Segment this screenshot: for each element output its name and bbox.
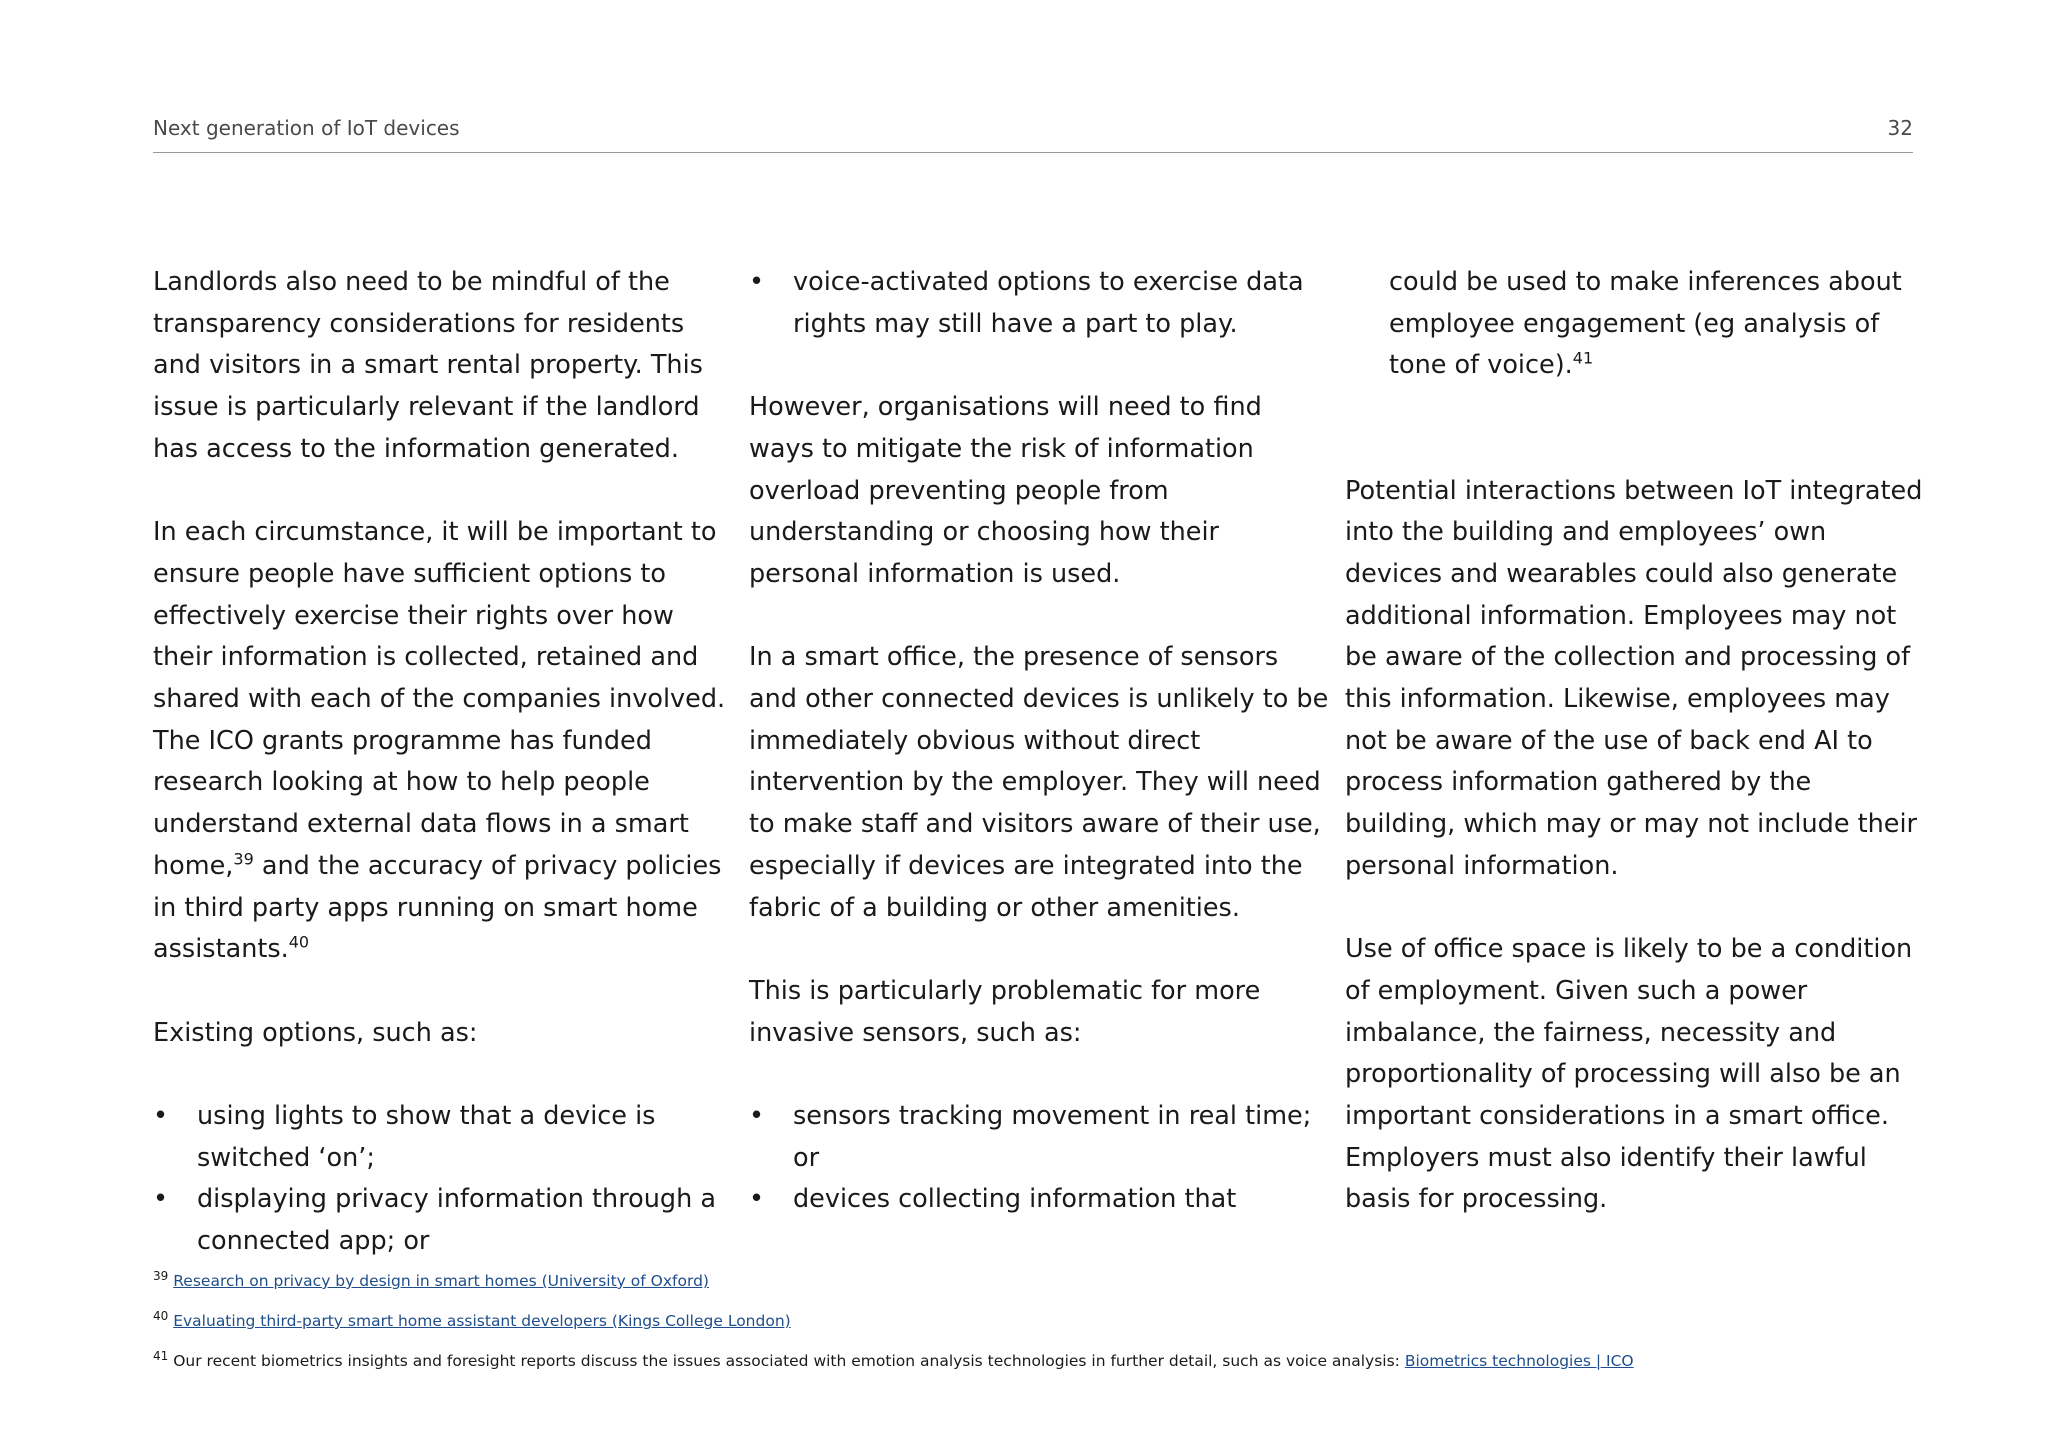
- footnote-ref-41[interactable]: 41: [1572, 348, 1594, 368]
- paragraph-landlords: Landlords also need to be mindful of the transparency considerations for residents and visitors in a smart rental property. This issue is particularly relevant if the landlord has access to the information generated.: [153, 267, 703, 464]
- footnote-40: [153, 1308, 1913, 1352]
- column-2: [749, 262, 1329, 1221]
- bullet-icon: •: [153, 1184, 169, 1215]
- invasive-sensors-list: [749, 1096, 1329, 1221]
- paragraph-potential-interactions: Potential interactions between IoT integrated into the building and employees’ own devices and wearables could also generate additional information. Employees may not be aware of the collection and processing of this information. Likewise, employees may not be aware of the use of back end AI to process information gathered by the building, which may or may not include their personal information.: [1345, 475, 1923, 881]
- bullet-icon: •: [749, 1184, 765, 1215]
- list-item-continuation: [1345, 262, 1925, 387]
- list-item: [749, 1179, 1329, 1221]
- paragraph-existing-options: Existing options, such as:: [153, 1017, 478, 1048]
- paragraph-invasive-sensors: This is particularly problematic for more invasive sensors, such as:: [749, 975, 1261, 1048]
- footnote-40-link[interactable]: Evaluating third-party smart home assistant developers (Kings College London): [173, 1312, 791, 1330]
- list-item: [749, 1096, 1329, 1179]
- footnote-41-text: Our recent biometrics insights and foresight reports discuss the issues associated with emotion analysis technologies in further detail, such as voice analysis:: [173, 1352, 1405, 1370]
- column-3: [1345, 262, 1925, 1221]
- footnote-41-link[interactable]: Biometrics technologies | ICO: [1404, 1352, 1634, 1370]
- header-title: Next generation of IoT devices: [153, 116, 460, 140]
- paragraph-office-space: Use of office space is likely to be a condition of employment. Given such a power imbalance, the fairness, necessity and proportionality of processing will also be an important considerations in a smart office. Employers must also identify their lawful basis for processing.: [1345, 934, 1913, 1215]
- footnote-41: [153, 1348, 1913, 1392]
- footnotes: [153, 1268, 1913, 1392]
- footnote-number: 40: [153, 1308, 169, 1323]
- paragraph-circumstance: [153, 512, 733, 971]
- footnote-number: 41: [153, 1348, 169, 1363]
- paragraph-circumstance-text-b: and the accuracy of privacy policies in third party apps running on smart home assistants.: [153, 850, 722, 965]
- list-item: [153, 1096, 733, 1179]
- bullet-icon: •: [153, 1101, 169, 1132]
- footnote-ref-40[interactable]: 40: [288, 932, 310, 952]
- list-item: [153, 1179, 733, 1262]
- list-item-text: using lights to show that a device is switched ‘on’;: [197, 1101, 656, 1173]
- list-item-continuation-text: could be used to make inferences about employee engagement (eg analysis of tone of voice).: [1389, 267, 1902, 381]
- bullet-icon: •: [749, 267, 765, 297]
- paragraph-information-overload: However, organisations will need to find ways to mitigate the risk of information overload preventing people from understanding or choosing how their personal information is used.: [749, 392, 1262, 589]
- footnote-39-link[interactable]: Research on privacy by design in smart homes (University of Oxford): [173, 1272, 709, 1290]
- footnote-39: [153, 1268, 1913, 1312]
- column-1: [153, 262, 733, 1263]
- list-item: [749, 262, 1329, 345]
- existing-options-list: [153, 1096, 733, 1263]
- header-rule: [153, 152, 1913, 153]
- continued-options-list: [749, 262, 1329, 345]
- page-number: 32: [1887, 116, 1913, 140]
- paragraph-circumstance-text-a: In each circumstance, it will be important to ensure people have sufficient options to effectively exercise their rights over how their information is collected, retained and shared with each of the companies involved. The ICO grants programme has funded research looking at how to help people understand external data flows in a smart home,: [153, 517, 726, 881]
- list-item-text: displaying privacy information through a connected app; or: [197, 1184, 716, 1257]
- page-header: [153, 116, 1913, 140]
- list-item-text: devices collecting information that: [793, 1184, 1237, 1215]
- footnote-number: 39: [153, 1268, 169, 1283]
- list-item-text: voice-activated options to exercise data rights may still have a part to play.: [793, 267, 1304, 339]
- bullet-icon: •: [749, 1101, 765, 1131]
- paragraph-smart-office: In a smart office, the presence of sensors and other connected devices is unlikely to be immediately obvious without direct intervention by the employer. They will need to make staff and visitors aware of their use, especially if devices are integrated into the fabric of a building or other amenities.: [749, 642, 1329, 923]
- list-item-text: sensors tracking movement in real time; or: [793, 1101, 1312, 1173]
- footnote-ref-39[interactable]: 39: [233, 849, 254, 869]
